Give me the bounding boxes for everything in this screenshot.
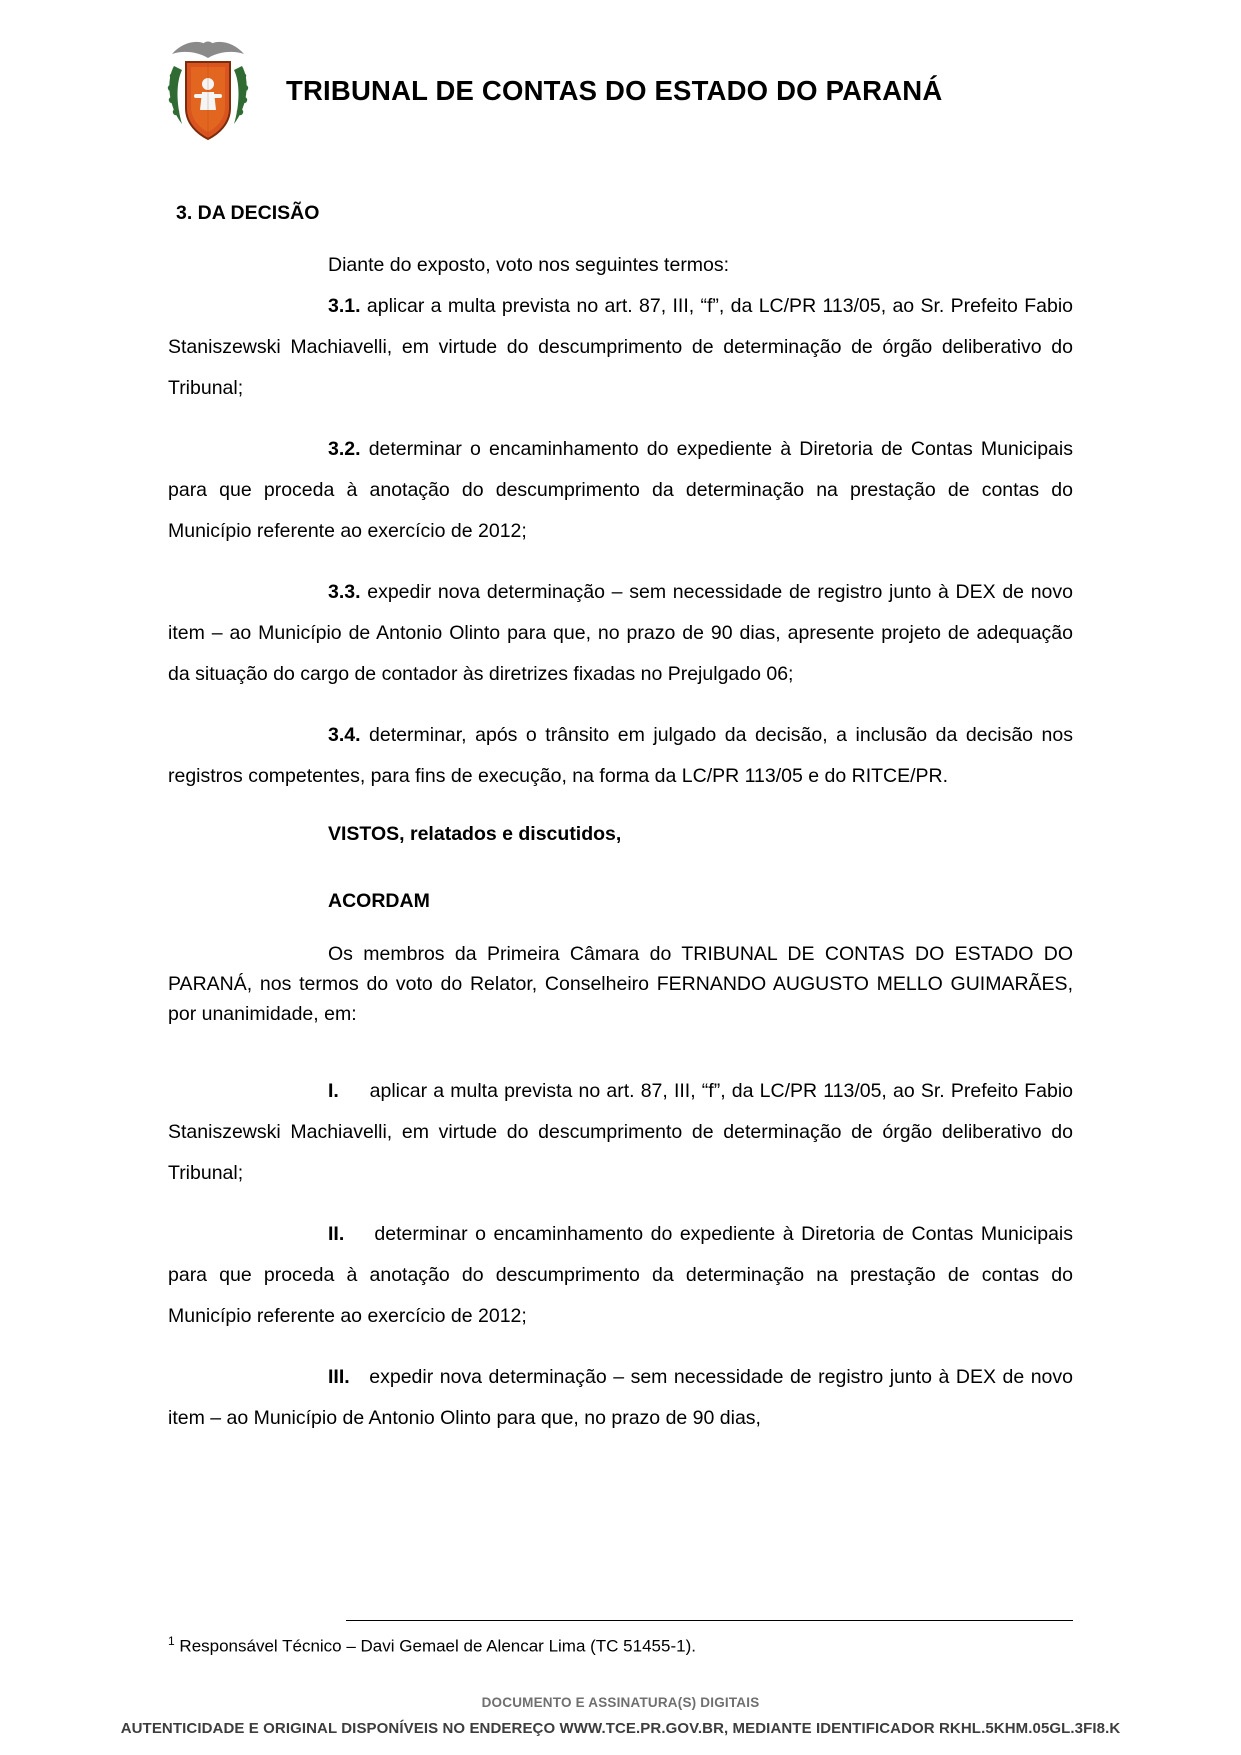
footnote [168, 1629, 1073, 1659]
item-text: determinar, após o trânsito em julgado da decisão, a inclusão da decisão nos registros competentes, para fins de execução, na forma da LC/PR 113/05 e do RITCE/PR. [168, 724, 1073, 787]
paragraph-item-ii [168, 1214, 1073, 1337]
paragraph-acordam-text [168, 939, 1073, 1029]
paragraph-item-iii [168, 1357, 1073, 1439]
paragraph-item-3-4 [168, 715, 1073, 797]
footnote-marker: 1 [168, 1634, 175, 1649]
item-text: expedir nova determinação – sem necessidade de registro junto à DEX de novo item – ao Município de Antonio Olinto para que, no prazo de 90 dias, apresente projeto de adequação da situação do cargo de contador às diretrizes fixadas no Prejulgado 06; [168, 581, 1073, 685]
paragraph-item-i [168, 1071, 1073, 1194]
parana-coat-of-arms-icon [160, 32, 256, 150]
vistos-heading: VISTOS, relatados e discutidos, [328, 823, 622, 845]
paragraph-intro [168, 245, 1073, 286]
item-text: aplicar a multa prevista no art. 87, III, “f”, da LC/PR 113/05, ao Sr. Prefeito Fabio Staniszewski Machiavelli, em virtude do descumprimento de determinação de órgão deliberativo do Tribunal; [168, 295, 1073, 399]
footnote-area [168, 1620, 1073, 1659]
item-marker: I. [328, 1080, 339, 1102]
footnote-text: Responsável Técnico – Davi Gemael de Alencar Lima (TC 51455-1). [174, 1637, 696, 1656]
item-marker: III. [328, 1366, 350, 1388]
item-text: determinar o encaminhamento do expediente à Diretoria de Contas Municipais para que proceda à anotação do descumprimento da determinação na prestação de contas do Município referente ao exercício de 2012; [168, 438, 1073, 542]
acordam-text: Os membros da Primeira Câmara do TRIBUNAL DE CONTAS DO ESTADO DO PARANÁ, nos termos do voto do Relator, Conselheiro FERNANDO AUGUSTO MELLO GUIMARÃES, por unanimidade, em: [168, 943, 1073, 1025]
item-marker: 3.1. [328, 295, 361, 317]
item-marker: 3.4. [328, 724, 361, 746]
item-text: expedir nova determinação – sem necessidade de registro junto à DEX de novo item – ao Município de Antonio Olinto para que, no prazo de 90 dias, [168, 1366, 1073, 1429]
document-header [0, 0, 1241, 130]
footer-line-2: AUTENTICIDADE E ORIGINAL DISPONÍVEIS NO ENDEREÇO WWW.TCE.PR.GOV.BR, MEDIANTE IDENTIFICADOR RKHL.5KHM.05GL.3FI8.K [120, 1720, 1121, 1737]
document-body [0, 130, 1241, 1439]
footer-line-1: DOCUMENTO E ASSINATURA(S) DIGITAIS [481, 1695, 760, 1710]
intro-text: Diante do exposto, voto nos seguintes termos: [328, 254, 730, 276]
document-footer [0, 1695, 1241, 1737]
section-heading: 3. DA DECISÃO [176, 202, 320, 224]
item-text: aplicar a multa prevista no art. 87, III, “f”, da LC/PR 113/05, ao Sr. Prefeito Fabio Staniszewski Machiavelli, em virtude do descumprimento de determinação de órgão deliberativo do Tribunal; [168, 1080, 1073, 1184]
acordam-heading: ACORDAM [328, 890, 430, 912]
paragraph-item-3-3 [168, 572, 1073, 695]
item-text: determinar o encaminhamento do expediente à Diretoria de Contas Municipais para que proceda à anotação do descumprimento da determinação na prestação de contas do Município referente ao exercício de 2012; [168, 1223, 1073, 1327]
paragraph-item-3-2 [168, 429, 1073, 552]
page-title: TRIBUNAL DE CONTAS DO ESTADO DO PARANÁ [286, 75, 943, 106]
paragraph-item-3-1 [168, 286, 1073, 409]
footnote-divider [346, 1620, 1073, 1621]
item-marker: 3.2. [328, 438, 361, 460]
item-marker: 3.3. [328, 581, 361, 603]
item-marker: II. [328, 1223, 345, 1245]
